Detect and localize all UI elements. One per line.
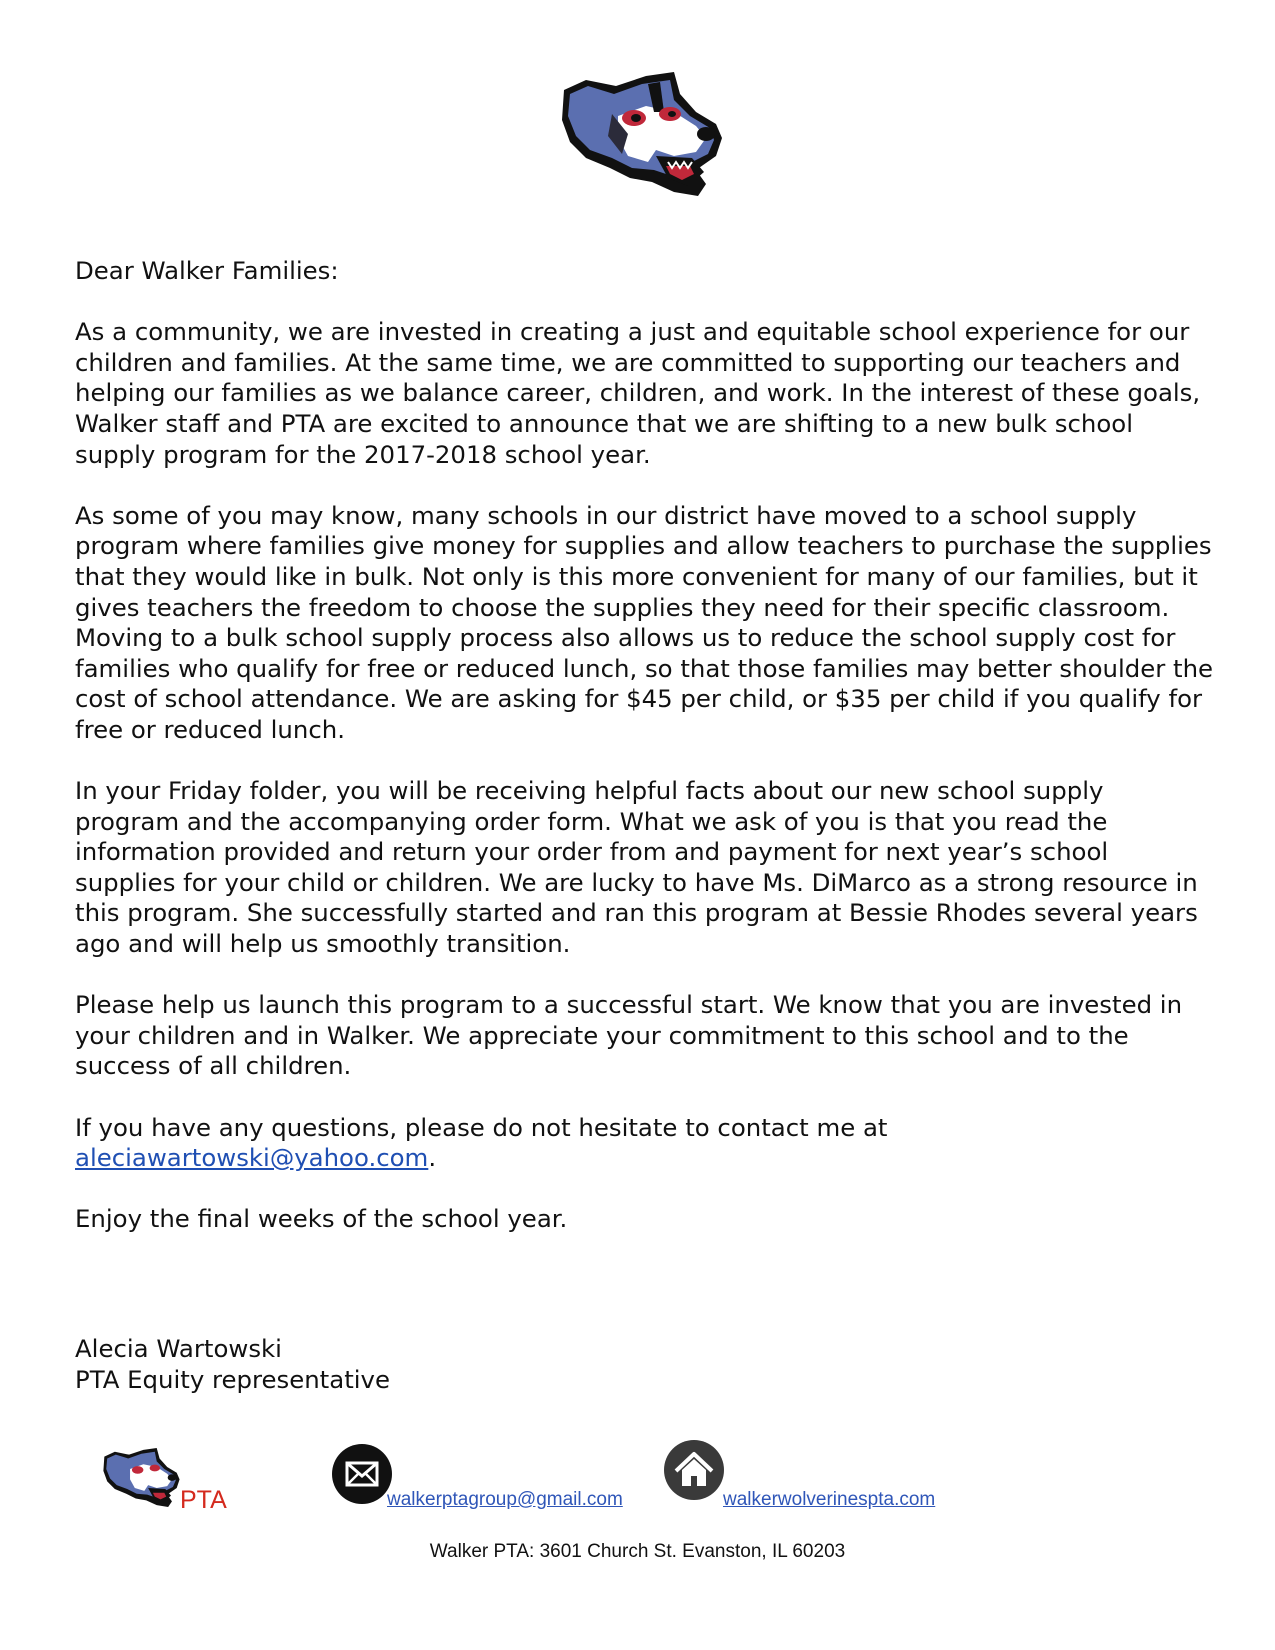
- paragraph-launch: Please help us launch this program to a successful start. We know that you are invested in your children and in Walker. We appreciate your commitment to this school and to the success of all children.: [75, 990, 1183, 1081]
- signature-block: [75, 1334, 390, 1395]
- paragraph-friday-folder: In your Friday folder, you will be receiving helpful facts about our new school supply program and the accompanying order form. What we ask of you is that you read the information provided and return your order from and payment for next year’s school supplies for your child or children. We are lucky to have Ms. DiMarco as a strong resource in this program. She successfully started and ran this program at Bessie Rhodes several years ago and will help us smoothly transition.: [75, 776, 1198, 959]
- paragraph-program: As some of you may know, many schools in our district have moved to a school supply program where families give money for supplies and allow teachers to purchase the supplies that they would like in bulk. Not only is this more convenient for many of our families, but it gives teachers the freedom to choose the supplies they need for their specific classroom. Moving to a bulk school supply process also allows us to reduce the school supply cost for families who qualify for free or reduced lunch, so that those families may better shoulder the cost of school attendance. We are asking for $45 per child, or $35 per child if you qualify for free or reduced lunch.: [75, 500, 1214, 744]
- pta-address: Walker PTA: 3601 Church St. Evanston, IL 60203: [429, 1541, 846, 1562]
- contact-end: .: [428, 1143, 437, 1173]
- pta-email-link[interactable]: walkerptagroup@gmail.com: [387, 1489, 623, 1510]
- signer-name: Alecia Wartowski: [75, 1334, 282, 1363]
- contact-text: If you have any questions, please do not hesitate to contact me at: [75, 1112, 888, 1142]
- closing-line: Enjoy the final weeks of the school year.: [75, 1204, 568, 1234]
- signer-role: PTA Equity representative: [75, 1364, 390, 1394]
- letter-body: [75, 256, 1215, 1266]
- paragraph-intro: As a community, we are invested in creating a just and equitable school experience for our children and families. At the same time, we are committed to supporting our teachers and helping our families as we balance career, children, and work. In the interest of these goals, Walker staff and PTA are excited to announce that we are shifting to a new bulk school supply program for the 2017-2018 school year.: [75, 317, 1201, 469]
- contact-email-link[interactable]: aleciawartowski@yahoo.com: [75, 1143, 429, 1173]
- pta-label: PTA: [180, 1486, 227, 1514]
- envelope-icon: [332, 1444, 392, 1504]
- home-icon: [664, 1440, 724, 1500]
- salutation: Dear Walker Families:: [75, 256, 339, 285]
- paragraph-contact: [75, 1113, 1215, 1174]
- wolverine-mascot-logo: [556, 72, 726, 198]
- pta-website-link[interactable]: walkerwolverinespta.com: [723, 1489, 936, 1510]
- wolverine-pta-logo: [100, 1448, 182, 1508]
